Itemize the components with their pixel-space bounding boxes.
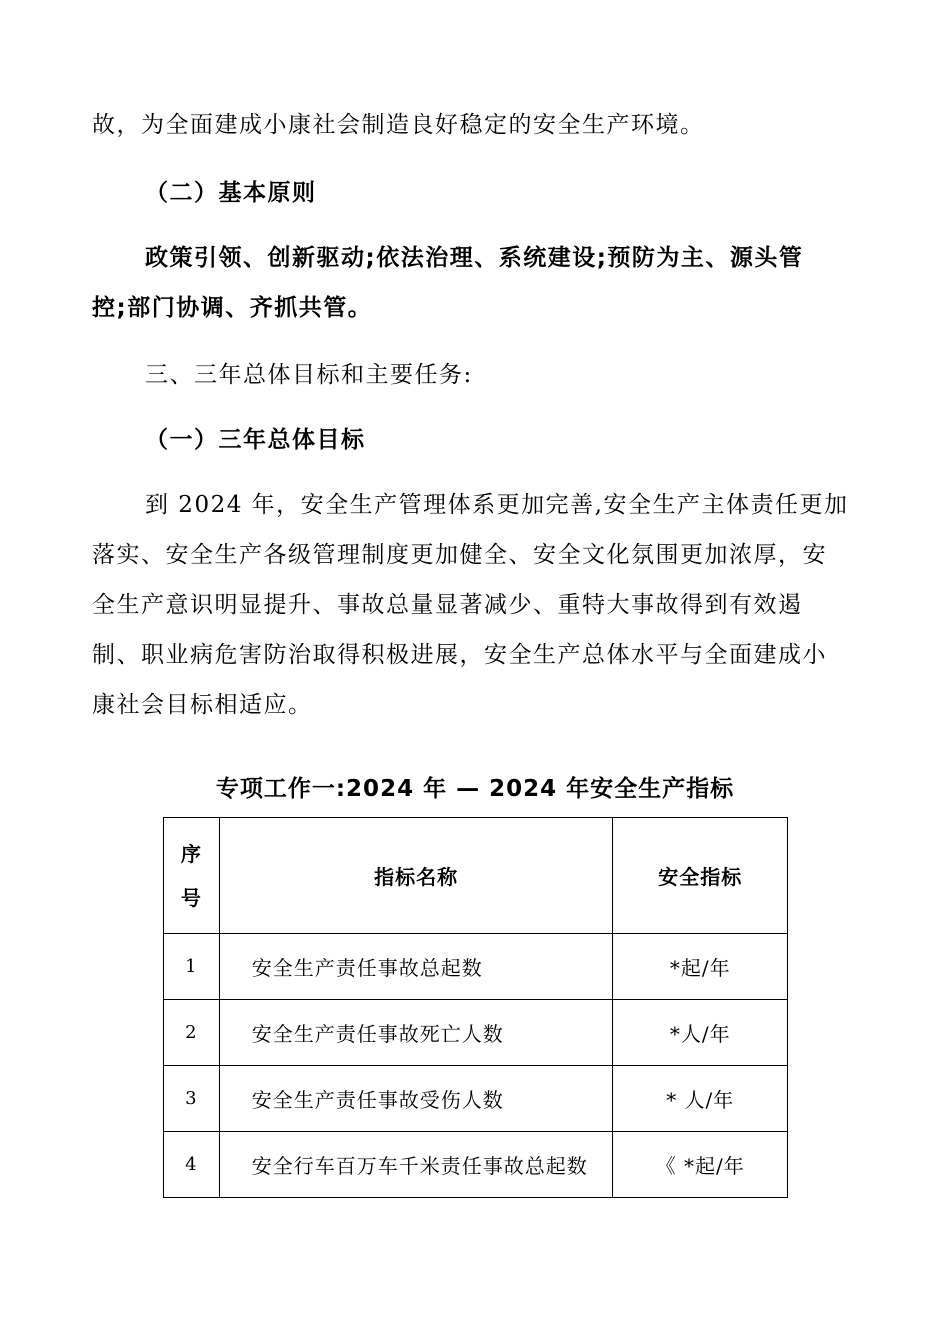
safety-indicator-table (163, 817, 788, 1198)
table-row (164, 1000, 788, 1066)
goal-paragraph-line: 落实、安全生产各级管理制度更加健全、安全文化氛围更加浓厚，安 (92, 542, 827, 568)
header-number-top: 序 (180, 841, 202, 866)
goal-paragraph-line: 全生产意识明显提升、事故总量显著减少、重特大事故得到有效遏 (92, 592, 803, 618)
table-row (164, 1066, 788, 1132)
table-title: 专项工作一:2024 年 — 2024 年安全生产指标 (215, 776, 735, 802)
principles-line: 控;部门协调、齐抓共管。 (92, 295, 373, 321)
row-number: 1 (164, 934, 220, 1000)
heading-overall-goal: （一）三年总体目标 (145, 427, 366, 453)
row-indicator-name: 安全行车百万车千米责任事故总起数 (219, 1132, 613, 1198)
row-indicator-name: 安全生产责任事故总起数 (219, 934, 613, 1000)
row-number: 3 (164, 1066, 220, 1132)
heading-basic-principles: （二）基本原则 (145, 180, 317, 206)
goal-paragraph-line: 制、职业病危害防治取得积极进展，安全生产总体水平与全面建成小 (92, 642, 827, 668)
header-number (164, 818, 220, 934)
goal-paragraph-line: 康社会目标相适应。 (92, 692, 313, 718)
row-number: 2 (164, 1000, 220, 1066)
row-indicator-value: 《 *起/年 (613, 1132, 788, 1198)
row-indicator-value: *起/年 (613, 934, 788, 1000)
goal-paragraph-line: 到 2024 年，安全生产管理体系更加完善,安全生产主体责任更加 (145, 492, 849, 518)
header-indicator-name: 指标名称 (219, 818, 613, 934)
table-row (164, 934, 788, 1000)
row-indicator-value: * 人/年 (613, 1066, 788, 1132)
paragraph-line: 故，为全面建成小康社会制造良好稳定的安全生产环境。 (92, 112, 705, 138)
principles-line: 政策引领、创新驱动;依法治理、系统建设;预防为主、源头管 (145, 245, 804, 271)
header-safety-indicator: 安全指标 (613, 818, 788, 934)
heading-section-3: 三、三年总体目标和主要任务: (145, 362, 473, 388)
header-number-bottom: 号 (180, 885, 202, 910)
row-number: 4 (164, 1132, 220, 1198)
row-indicator-value: *人/年 (613, 1000, 788, 1066)
table-header-row (164, 818, 788, 934)
row-indicator-name: 安全生产责任事故死亡人数 (219, 1000, 613, 1066)
table-row (164, 1132, 788, 1198)
row-indicator-name: 安全生产责任事故受伤人数 (219, 1066, 613, 1132)
